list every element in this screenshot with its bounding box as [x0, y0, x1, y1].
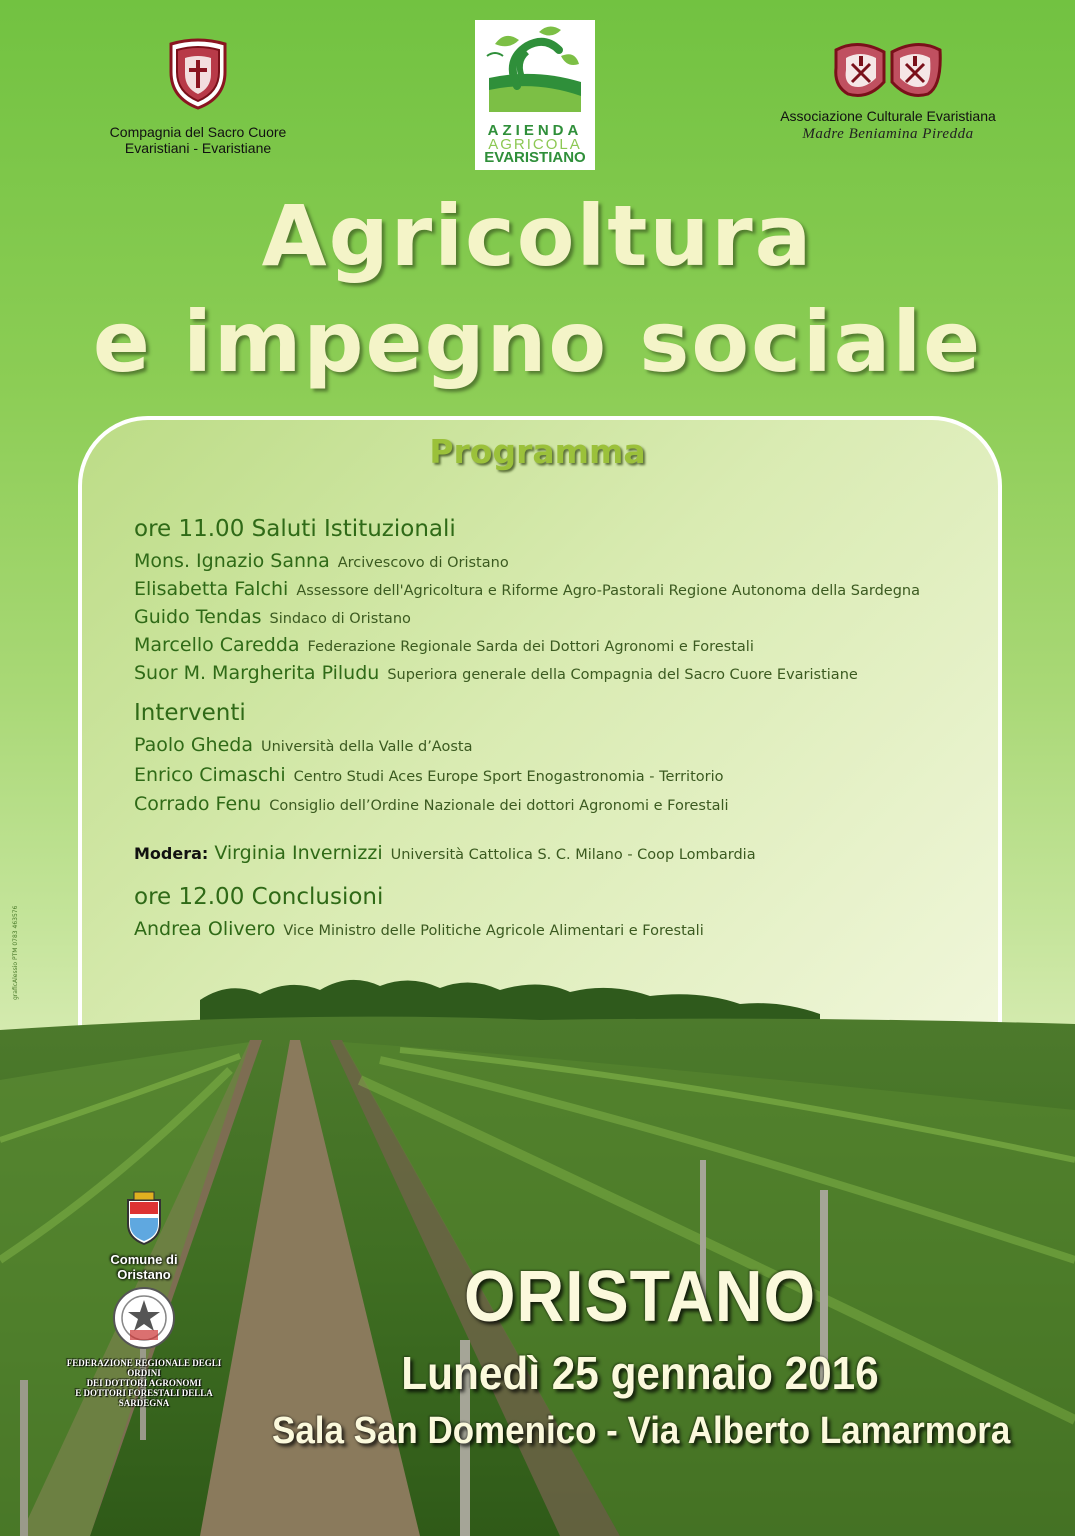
compagnia-logo — [88, 38, 308, 156]
design-credit: graficAlessio PTM 0783 463576 — [12, 905, 19, 1000]
moderator-row — [134, 842, 756, 864]
event-venue: Sala San Domenico - Via Alberto Lamarmora — [272, 1410, 1011, 1452]
speaker-name: Guido Tendas — [134, 606, 262, 628]
speaker-role: Sindaco di Oristano — [269, 611, 411, 627]
twin-shields-icon — [828, 38, 948, 102]
azienda-line3: EVARISTIANO — [484, 149, 586, 166]
speaker-row — [134, 606, 411, 628]
speaker-name: Mons. Ignazio Sanna — [134, 550, 330, 572]
associazione-line2: Madre Beniamina Piredda — [802, 126, 974, 142]
speaker-role: Superiora generale della Compagnia del Sacro Cuore Evaristiane — [387, 667, 858, 683]
speaker-row — [134, 634, 754, 656]
speaker-name: Paolo Gheda — [134, 734, 253, 756]
speaker-row — [134, 662, 858, 684]
associazione-line1: Associazione Culturale Evaristiana — [780, 108, 996, 124]
federazione-line3: E DOTTORI FORESTALI DELLA SARDEGNA — [75, 1388, 213, 1408]
speaker-role: Vice Ministro delle Politiche Agricole Alimentari e Forestali — [283, 923, 704, 939]
compagnia-line2: Evaristiani - Evaristiane — [124, 140, 272, 156]
federazione-line1: FEDERAZIONE REGIONALE DEGLI ORDINI — [66, 1358, 222, 1378]
associazione-logo — [768, 38, 1008, 143]
event-city: ORISTANO — [463, 1257, 817, 1337]
speaker-role: Arcivescovo di Oristano — [337, 555, 509, 571]
title-line2: e impegno sociale — [92, 293, 983, 391]
federazione-logo — [56, 1286, 232, 1408]
section-conclusioni-title: ore 12.00 Conclusioni — [134, 884, 384, 910]
vine-leaf-icon — [475, 20, 595, 120]
speaker-name: Enrico Cimaschi — [134, 764, 286, 786]
emblem-icon — [112, 1286, 176, 1350]
speaker-row — [134, 918, 704, 940]
speaker-role: Università della Valle d’Aosta — [260, 739, 473, 755]
speaker-role: Assessore dell'Agricoltura e Riforme Agro-Pastorali Regione Autonoma della Sardegna — [296, 583, 921, 599]
speaker-role: Consiglio dell’Ordine Nazionale dei dottori Agronomi e Forestali — [269, 798, 729, 814]
event-date: Lunedì 25 gennaio 2016 — [401, 1347, 879, 1399]
compagnia-line1: Compagnia del Sacro Cuore — [109, 124, 287, 140]
shield-cross-icon — [165, 38, 231, 112]
speaker-row — [134, 764, 724, 786]
section-interventi-title: Interventi — [134, 700, 246, 726]
moderator-role: Università Cattolica S. C. Milano - Coop Lombardia — [390, 847, 756, 863]
comune-label: Comune di Oristano — [110, 1252, 178, 1282]
moderator-label: Modera: — [134, 844, 209, 863]
azienda-agricola-logo — [475, 20, 595, 170]
moderator-name: Virginia Invernizzi — [214, 842, 383, 864]
coat-of-arms-icon — [122, 1190, 166, 1246]
program-heading: Programma — [429, 432, 646, 471]
speaker-name: Corrado Fenu — [134, 793, 262, 815]
speaker-row — [134, 550, 509, 572]
azienda-line2: AGRICOLA — [488, 136, 582, 153]
azienda-line1: AZIENDA — [487, 122, 583, 139]
federazione-line2: DEI DOTTORI AGRONOMI — [86, 1378, 202, 1388]
section-saluti-title: ore 11.00 Saluti Istituzionali — [134, 516, 456, 542]
title-line1: Agricoltura — [261, 187, 814, 285]
comune-logo — [84, 1190, 204, 1282]
speaker-role: Federazione Regionale Sarda dei Dottori Agronomi e Forestali — [307, 639, 754, 655]
speaker-role: Centro Studi Aces Europe Sport Enogastronomia - Territorio — [293, 769, 724, 785]
speaker-name: Elisabetta Falchi — [134, 578, 289, 600]
speaker-name: Marcello Caredda — [134, 634, 300, 656]
speaker-row — [134, 578, 920, 600]
speaker-name: Andrea Olivero — [134, 918, 276, 940]
speaker-name: Suor M. Margherita Piludu — [134, 662, 380, 684]
speaker-row — [134, 734, 472, 756]
speaker-row — [134, 793, 729, 815]
